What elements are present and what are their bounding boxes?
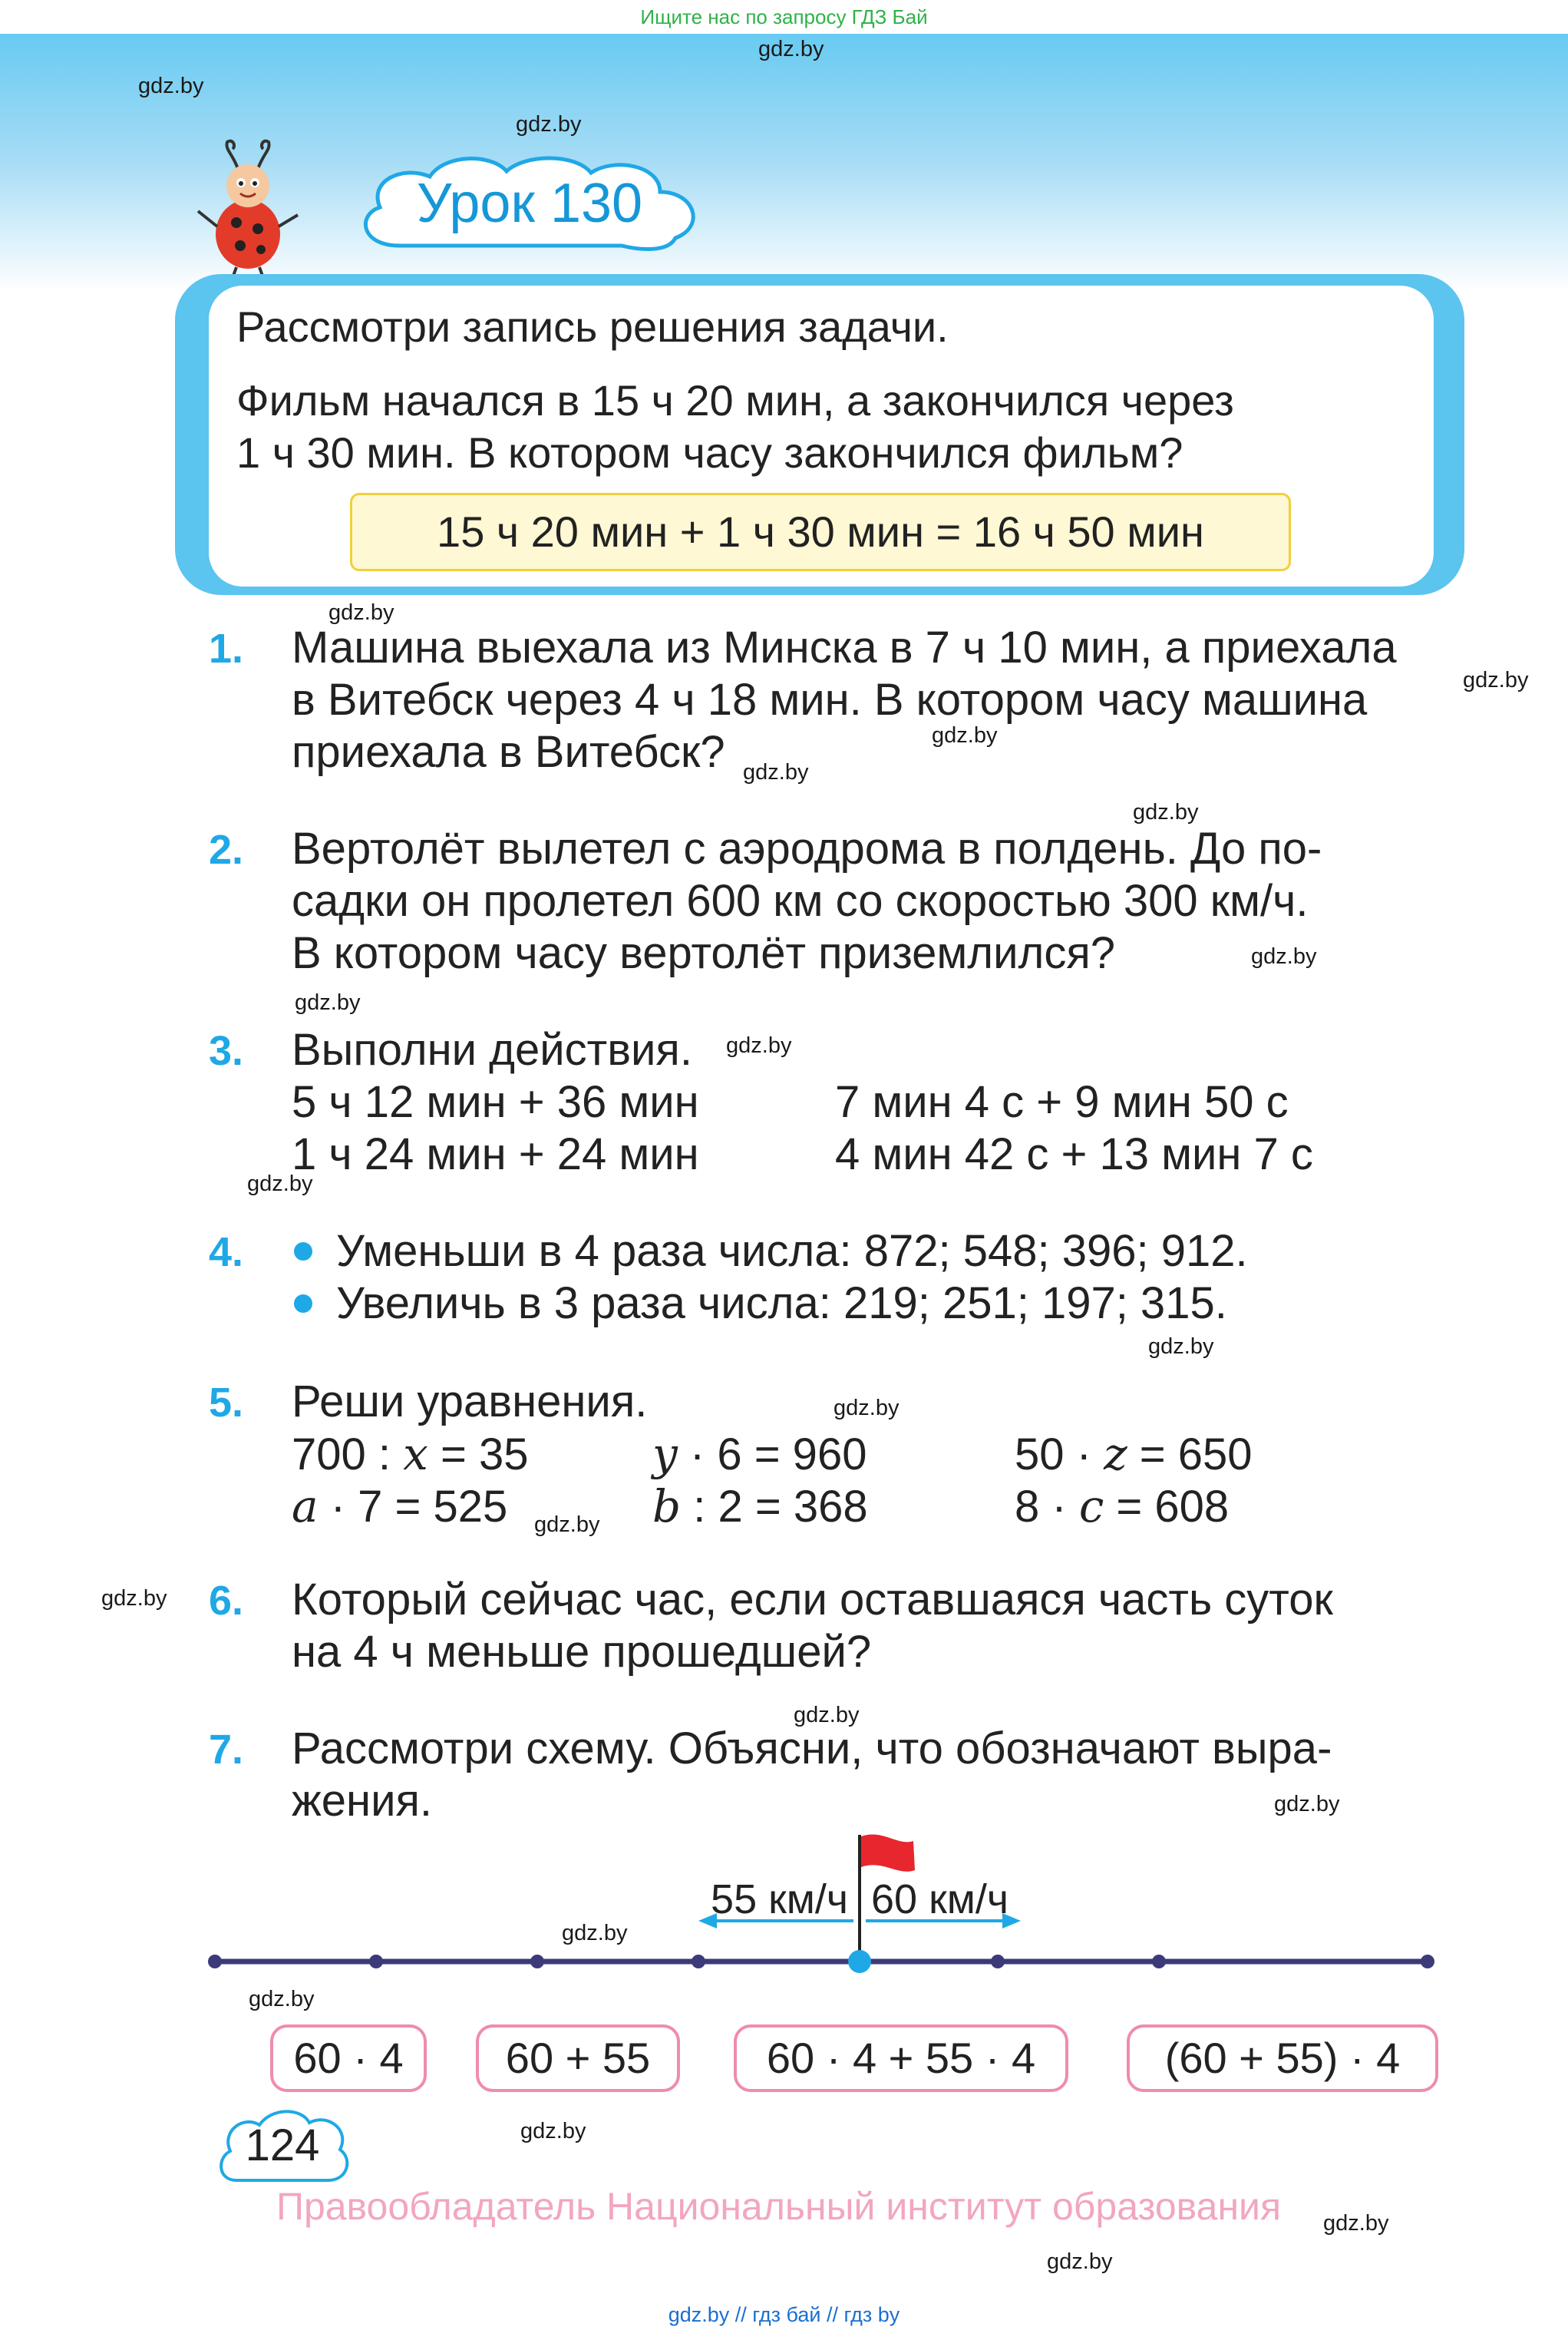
expression: 4 мин 42 с + 13 мин 7 с <box>835 1129 1313 1179</box>
expression: 7 мин 4 с + 9 мин 50 с <box>835 1077 1289 1127</box>
track-point <box>1421 1955 1434 1968</box>
task-text-line: Реши уравнения. <box>292 1377 648 1426</box>
solution-formula: 15 ч 20 мин + 1 ч 30 мин = 16 ч 50 мин <box>350 493 1291 571</box>
right-speed-label: 60 км/ч <box>871 1876 1008 1922</box>
equation: b : 2 = 368 <box>652 1480 868 1532</box>
motion-scheme <box>192 1827 1458 1996</box>
ladybug-mascot-icon <box>190 138 305 280</box>
watermark: gdz.by <box>534 1512 600 1537</box>
watermark: gdz.by <box>520 2119 586 2143</box>
task-text-line: Рассмотри схему. Объясни, что обозначают выра- <box>292 1724 1332 1773</box>
watermark: gdz.by <box>1047 2249 1113 2274</box>
watermark: gdz.by <box>758 37 824 61</box>
watermark: gdz.by <box>249 1987 315 2011</box>
bullet-icon <box>294 1294 312 1313</box>
task-number: 3. <box>209 1028 244 1074</box>
task-text-line: Уменьши в 4 раза числа: 872; 548; 396; 912. <box>336 1226 1248 1276</box>
track-point <box>692 1955 705 1968</box>
expression-chip: 60 · 4 <box>270 2024 427 2092</box>
expression: 5 ч 12 мин + 36 мин <box>292 1077 699 1127</box>
watermark: gdz.by <box>834 1396 900 1420</box>
task-number: 7. <box>209 1727 244 1773</box>
top-banner[interactable]: Ищите нас по запросу ГДЗ Бай <box>0 0 1568 34</box>
watermark: gdz.by <box>743 760 809 785</box>
watermark: gdz.by <box>1251 944 1317 969</box>
left-speed-label: 55 км/ч <box>711 1876 848 1922</box>
intro-problem-line: 1 ч 30 мин. В котором часу закончился фильм? <box>236 428 1183 477</box>
watermark: gdz.by <box>562 1921 628 1945</box>
task-text-line: Вертолёт вылетел с аэродрома в полдень. До по- <box>292 824 1322 874</box>
task-text-line: Увеличь в 3 раза числа: 219; 251; 197; 315. <box>336 1278 1227 1328</box>
equation: 700 : x = 35 <box>292 1428 529 1480</box>
track-point <box>1152 1955 1166 1968</box>
watermark: gdz.by <box>138 74 204 98</box>
watermark: gdz.by <box>328 600 394 625</box>
watermark: gdz.by <box>295 990 361 1015</box>
task-text-line: В котором часу вертолёт приземлился? <box>292 928 1116 978</box>
equation: 8 · c = 608 <box>1015 1480 1230 1532</box>
task-number: 2. <box>209 827 244 873</box>
page-number: 124 <box>245 2120 320 2170</box>
track-point <box>369 1955 383 1968</box>
watermark: gdz.by <box>516 112 582 137</box>
watermark: gdz.by <box>726 1033 792 1058</box>
intro-problem-line: Фильм начался в 15 ч 20 мин, а закончился через <box>236 376 1234 425</box>
task-text-line: Машина выехала из Минска в 7 ч 10 мин, а приехала <box>292 623 1397 673</box>
watermark: gdz.by <box>1133 800 1199 825</box>
task-number: 6. <box>209 1578 244 1624</box>
meeting-point <box>848 1950 871 1973</box>
watermark: gdz.by <box>794 1703 860 1727</box>
expression: 1 ч 24 мин + 24 мин <box>292 1129 699 1179</box>
flag-icon <box>861 1834 915 1871</box>
task-text-line: приехала в Витебск? <box>292 727 725 777</box>
expression-chip: 60 + 55 <box>476 2024 680 2092</box>
expression-chip: (60 + 55) · 4 <box>1127 2024 1438 2092</box>
watermark: gdz.by <box>1463 668 1529 692</box>
expression-chip: 60 · 4 + 55 · 4 <box>734 2024 1068 2092</box>
lesson-title: Урок 130 <box>416 173 643 234</box>
task-number: 1. <box>209 626 244 672</box>
equation: a · 7 = 525 <box>292 1480 508 1532</box>
equation: 50 · z = 650 <box>1015 1428 1253 1480</box>
watermark: gdz.by <box>1148 1334 1214 1359</box>
watermark: gdz.by <box>1274 1792 1340 1816</box>
task-text-line: жения. <box>292 1776 433 1826</box>
task-text-line: на 4 ч меньше прошедшей? <box>292 1627 872 1677</box>
track-point <box>991 1955 1005 1968</box>
watermark: gdz.by <box>1323 2211 1389 2236</box>
equation: y · 6 = 960 <box>652 1428 867 1480</box>
task-number: 5. <box>209 1380 244 1426</box>
watermark: gdz.by <box>101 1586 167 1611</box>
footer-links[interactable]: gdz.by // гдз бай // гдз by <box>668 2303 900 2326</box>
track-point <box>530 1955 544 1968</box>
task-number: 4. <box>209 1229 244 1275</box>
watermark: gdz.by <box>932 723 998 748</box>
intro-heading: Рассмотри запись решения задачи. <box>236 302 949 351</box>
copyright-notice: Правообладатель Национальный институт образования <box>276 2185 1282 2228</box>
task-text-line: в Витебск через 4 ч 18 мин. В котором часу машина <box>292 675 1368 725</box>
task-text-line: Выполни действия. <box>292 1025 692 1075</box>
task-text-line: Который сейчас час, если оставшаяся часть суток <box>292 1575 1333 1624</box>
watermark: gdz.by <box>247 1172 313 1196</box>
bullet-icon <box>294 1242 312 1261</box>
task-text-line: садки он пролетел 600 км со скоростью 300 км/ч. <box>292 876 1309 926</box>
track-point <box>208 1955 222 1968</box>
